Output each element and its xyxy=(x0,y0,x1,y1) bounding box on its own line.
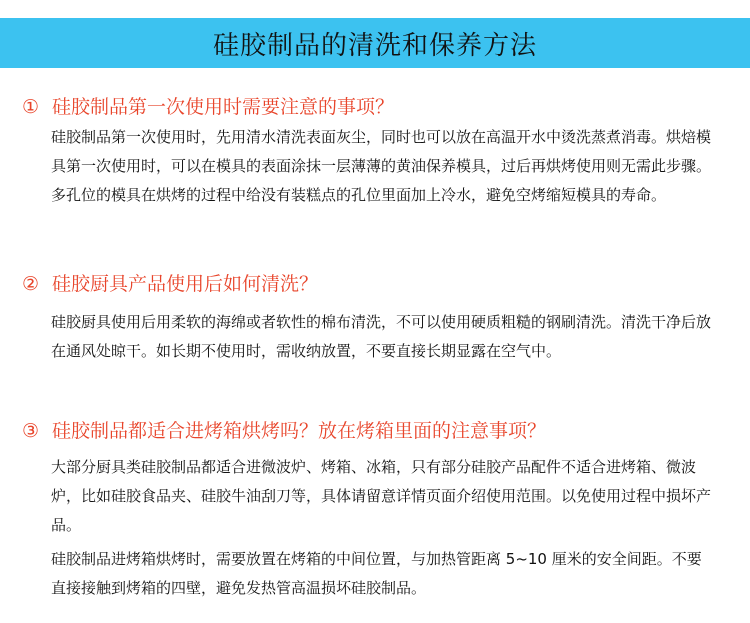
question-text: 硅胶厨具产品使用后如何清洗？ xyxy=(52,273,319,295)
question-heading xyxy=(22,92,394,119)
question-number: ③ xyxy=(22,420,40,442)
answer-paragraph: 硅胶厨具使用后用柔软的海绵或者软性的棉布清洗，不可以使用硬质粗糙的钢刷清洗。清洗干净后放在通风处晾干。如长期不使用时，需收纳放置，不要直接长期显露在空气中。 xyxy=(51,313,712,360)
question-number: ① xyxy=(22,96,40,118)
page-title: 硅胶制品的清洗和保养方法 xyxy=(212,30,537,61)
question-text: 硅胶制品都适合进烤箱烘烤吗？放在烤箱里面的注意事项？ xyxy=(52,420,547,442)
answer-paragraph: 大部分厨具类硅胶制品都适合进微波炉、烤箱、冰箱，只有部分硅胶产品配件不适合进烤箱、微波炉，比如硅胶食品夹、硅胶牛油刮刀等，具体请留意详情页面介绍使用范围。以免使用过程中损坏产品。 xyxy=(51,458,712,534)
answer-paragraph: 硅胶制品进烤箱烘烤时，需要放置在烤箱的中间位置，与加热管距离 5~10 厘米的安全间距。不要直接接触到烤箱的四壁，避免发热管高温损坏硅胶制品。 xyxy=(51,550,702,597)
question-heading xyxy=(22,416,546,443)
answer-paragraph: 硅胶制品第一次使用时，先用清水清洗表面灰尘，同时也可以放在高温开水中烫洗蒸煮消毒。烘焙模具第一次使用时，可以在模具的表面涂抹一层薄薄的黄油保养模具，过后再烘烤使用则无需此步骤。多孔位的模具在烘烤的过程中给没有装糕点的孔位里面加上冷水，避免空烤缩短模具的寿命。 xyxy=(51,128,712,204)
title-banner xyxy=(0,18,750,68)
question-heading xyxy=(22,269,318,296)
question-number: ② xyxy=(22,273,40,295)
question-text: 硅胶制品第一次使用时需要注意的事项？ xyxy=(52,96,395,118)
